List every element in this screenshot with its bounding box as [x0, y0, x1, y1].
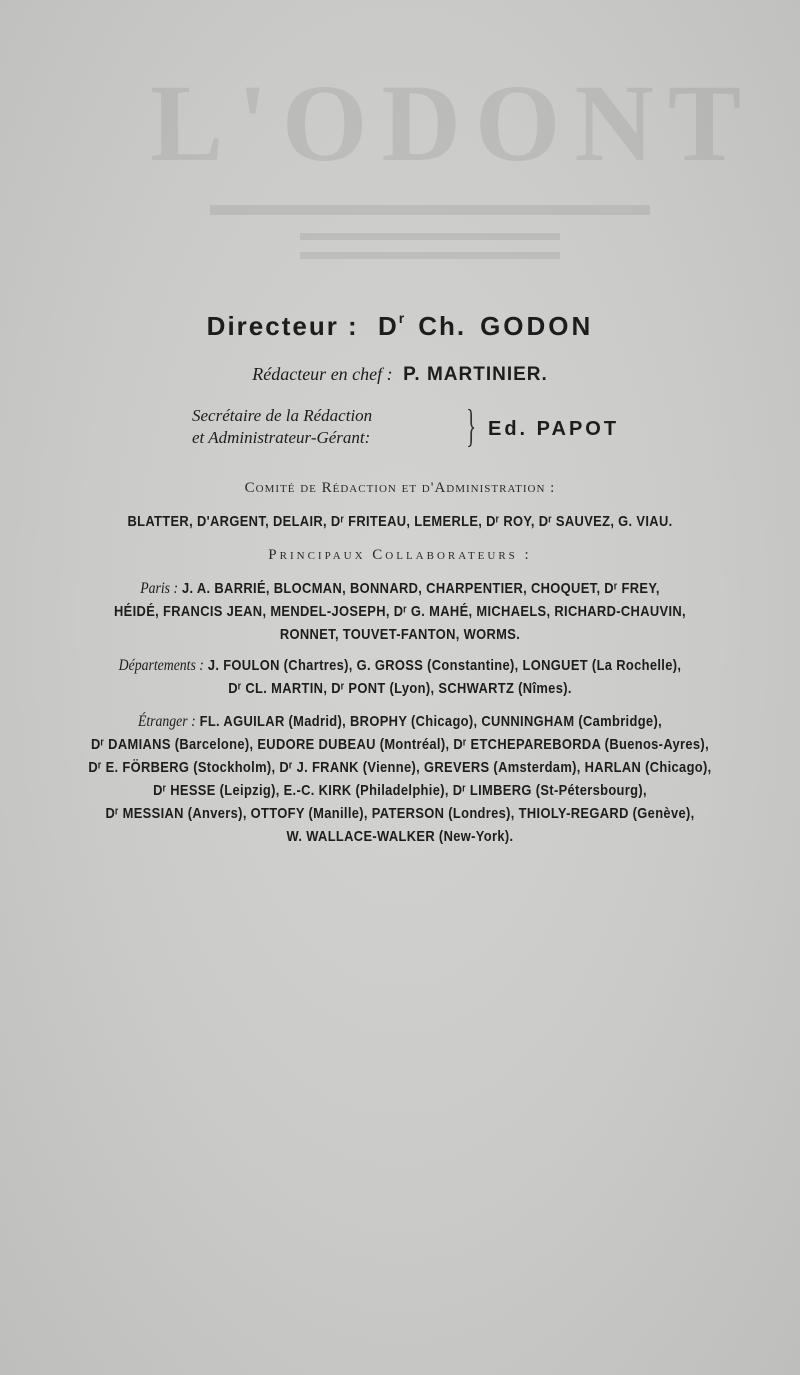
etranger-label: Étranger :: [137, 713, 196, 730]
secretary-name: Ed. PAPOT: [488, 418, 620, 440]
paris-line-3: RONNET, TOUVET-FANTON, WORMS.: [279, 626, 521, 643]
collaborators-heading: Principaux Collaborateurs :: [268, 547, 532, 563]
director-label: Directeur :: [206, 311, 359, 341]
paris-names-1: J. A. BARRIÉ, BLOCMAN, BONNARD, CHARPENTIER, CHOQUET, Dʳ FREY,: [181, 580, 660, 597]
paris-line-1: [56, 577, 744, 600]
committee-heading-wrap: [0, 477, 800, 500]
committee-heading: Comité de Rédaction et d'Administration :: [244, 480, 556, 496]
bleed-through-shadow: L'ODONT: [150, 60, 710, 320]
departements-line-1: [56, 654, 744, 677]
etranger-line-5: Dʳ MESSIAN (Anvers), OTTOFY (Manille), PATERSON (Londres), THIOLY-REGARD (Genève),: [105, 805, 695, 822]
etranger-line-1: [56, 710, 744, 733]
etranger-line-6: W. WALLACE-WALKER (New-York).: [286, 828, 514, 845]
committee-members: BLATTER, D'ARGENT, DELAIR, Dʳ FRITEAU, LEMERLE, Dʳ ROY, Dʳ SAUVEZ, G. VIAU.: [127, 513, 673, 530]
editor-line: [0, 364, 800, 386]
departements-block: [0, 654, 800, 700]
director-title: $D^r$: [377, 310, 405, 341]
departements-label: Départements :: [118, 657, 204, 674]
secretary-block: [0, 400, 800, 465]
editor-name: P. MARTINIER.: [403, 364, 548, 385]
director-line: [0, 310, 800, 342]
masthead: [0, 310, 800, 386]
paris-label: Paris :: [140, 580, 179, 597]
director-name: GODON: [480, 311, 594, 341]
secretary-line-2: et Administrateur-Gérant:: [192, 428, 371, 447]
departements-line-2: Dʳ CL. MARTIN, Dʳ PONT (Lyon), SCHWARTZ (Nîmes).: [228, 680, 572, 697]
secretary-line-1: Secrétaire de la Rédaction: [192, 406, 373, 425]
etranger-block: [0, 710, 800, 848]
etranger-line-3: Dʳ E. FÖRBERG (Stockholm), Dʳ J. FRANK (Vienne), GREVERS (Amsterdam), HARLAN (Chicago),: [88, 759, 712, 776]
etranger-names-1: FL. AGUILAR (Madrid), BROPHY (Chicago), CUNNINGHAM (Cambridge),: [199, 713, 663, 730]
etranger-line-4: Dʳ HESSE (Leipzig), E.-C. KIRK (Philadelphie), Dʳ LIMBERG (St-Pétersbourg),: [153, 782, 647, 799]
committee-members-wrap: [0, 510, 800, 533]
etranger-line-2: Dʳ DAMIANS (Barcelone), EUDORE DUBEAU (Montréal), Dʳ ETCHEPAREBORDA (Buenos-Ayres),: [91, 736, 709, 753]
departements-names-1: J. FOULON (Chartres), G. GROSS (Constantine), LONGUET (La Rochelle),: [207, 657, 682, 674]
paris-block: [0, 577, 800, 646]
paris-line-2: HÉIDÉ, FRANCIS JEAN, MENDEL-JOSEPH, Dʳ G. MAHÉ, MICHAELS, RICHARD-CHAUVIN,: [114, 603, 686, 620]
director-initial: Ch.: [418, 311, 467, 341]
curly-brace-icon: }: [466, 400, 477, 451]
editor-label: Rédacteur en chef :: [252, 364, 393, 384]
collaborators-heading-wrap: [0, 544, 800, 567]
